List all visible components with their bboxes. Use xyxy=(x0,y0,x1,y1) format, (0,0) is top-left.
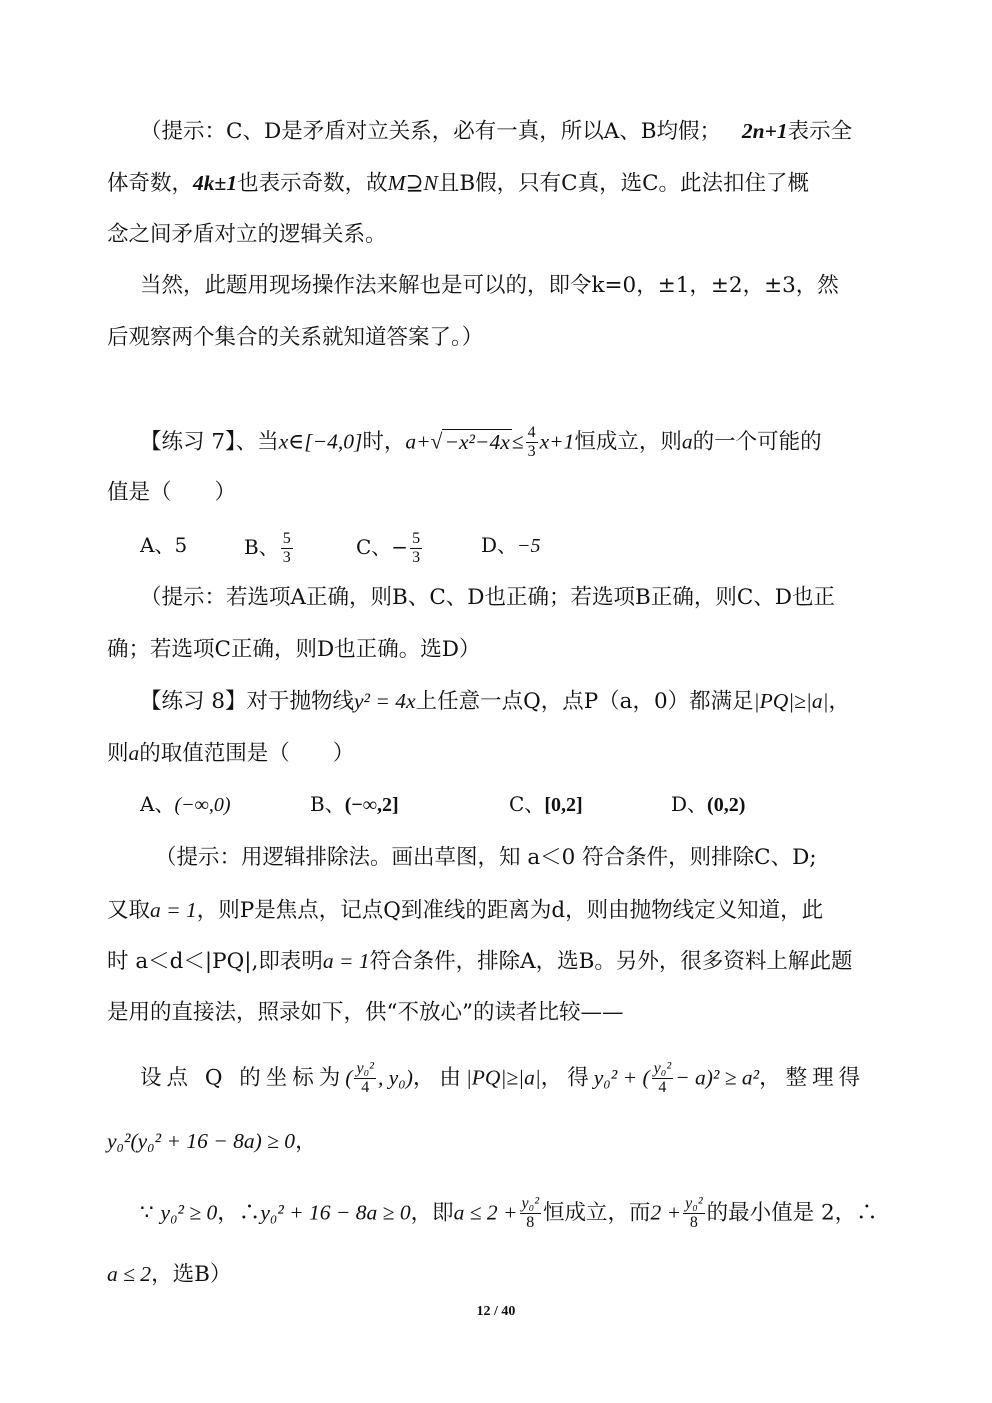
math-expression: a+ xyxy=(405,429,431,454)
text: 时 a＜d＜|PQ|,即表明 xyxy=(107,949,323,974)
direct-method-line xyxy=(107,1126,317,1157)
math-expression: 2 + xyxy=(650,1200,682,1225)
direct-method-line xyxy=(140,1195,878,1232)
text: 是用的直接法，照录如下，供“不放心”的读者比较—— xyxy=(107,1000,624,1025)
text: 恒成立，则 xyxy=(574,429,682,455)
text: 后观察两个集合的关系就知道答案了。） xyxy=(107,325,484,350)
text: ∵ xyxy=(140,1200,154,1226)
sqrt-expression: −x²−4x xyxy=(444,429,510,454)
math-expression: M⊇N xyxy=(387,171,438,195)
text: （提示：若选项A正确，则B、C、D也正确；若选项B正确，则C、D也正 xyxy=(140,585,836,610)
option-label: B、 xyxy=(244,535,279,559)
math-expression: a ≤ 2 xyxy=(107,1262,152,1286)
math-expression: |PQ|≥|a| xyxy=(753,689,829,713)
text: 确；若选项C正确，则D也正确。选D） xyxy=(107,637,481,662)
math-expression: a = 1 xyxy=(150,898,197,922)
exercise-7-question: 【练习 7】、当x∈[−4,0]时，a+√−x²−4x≤ $\frac{4}{3}$ x+1恒成立，则a的一个可能的 xyxy=(140,424,822,460)
text: 念之间矛盾对立的逻辑关系。 xyxy=(107,222,387,247)
option-label: B、 xyxy=(310,792,345,816)
option-value: (0,2) xyxy=(707,794,746,816)
hint-paragraph-line xyxy=(107,220,387,250)
hint-paragraph-line xyxy=(107,168,809,199)
exercise-label: 【练习 7】、当 xyxy=(140,429,279,455)
math-expression: |PQ|≥|a| xyxy=(465,1065,541,1090)
math-expression: 2n+1 xyxy=(741,119,788,143)
text: ， xyxy=(828,689,851,714)
denominator: 3 xyxy=(527,443,536,460)
text: 恒成立，而 xyxy=(543,1200,651,1226)
option-value: −5 xyxy=(517,535,541,557)
text: 符合条件，排除A，选B。另外，很多资料上解此题 xyxy=(369,949,853,974)
math-expression: a xyxy=(681,429,693,454)
option-label: D、 xyxy=(671,792,708,816)
option-c xyxy=(509,789,583,820)
text: ，得 xyxy=(540,1065,594,1091)
math-expression: ≤ xyxy=(511,429,524,454)
option-a xyxy=(140,530,187,560)
text: 的最小值是 2，∴ xyxy=(706,1200,878,1226)
math-expression: ( xyxy=(345,1065,353,1090)
fraction xyxy=(652,1060,673,1097)
text: ， xyxy=(295,1129,317,1154)
denominator: 8 xyxy=(526,1214,535,1231)
option-label: C、− xyxy=(356,535,409,559)
text: 又取 xyxy=(107,898,151,923)
math-expression: 4k±1 xyxy=(193,171,238,195)
numerator: y₀² xyxy=(356,1060,374,1077)
text: 的一个可能的 xyxy=(692,429,822,455)
denominator: 4 xyxy=(658,1079,667,1096)
text: （提示：C、D是矛盾对立关系，必有一真，所以A、B均假； xyxy=(140,119,722,144)
page-number: 12 / 40 xyxy=(476,1304,516,1319)
numerator: y₀² xyxy=(653,1060,672,1077)
option-label: D、 xyxy=(481,533,518,557)
option-d xyxy=(671,789,745,820)
option-b xyxy=(244,530,295,567)
text: 上任意一点Q，点P（a，0）都满足 xyxy=(415,689,754,714)
math-expression: a = 1 xyxy=(322,949,370,973)
fraction xyxy=(354,1060,375,1097)
text: 设点 Q 的坐标为 xyxy=(140,1065,346,1091)
exercise-8-question-cont xyxy=(107,738,354,769)
option-label: C、 xyxy=(509,792,545,816)
text: 值是（ ） xyxy=(107,480,237,505)
exercise-8-hint xyxy=(107,998,624,1028)
numerator: 5 xyxy=(412,530,421,547)
option-b xyxy=(310,789,399,820)
paragraph-line xyxy=(140,271,839,301)
fraction xyxy=(410,530,422,567)
text: ，即 xyxy=(410,1200,454,1226)
numerator: y₀² xyxy=(685,1195,703,1212)
direct-method-line xyxy=(107,1259,231,1290)
exercise-8-hint xyxy=(107,946,852,977)
exercise-7-question-cont xyxy=(107,478,236,508)
text: ，整理得 xyxy=(759,1065,866,1091)
exercise-label: 【练习 8】对于抛物线 xyxy=(140,689,355,714)
denominator: 8 xyxy=(689,1214,698,1231)
fraction xyxy=(520,1195,541,1232)
math-expression: y₀² + 16 − 8a ≥ 0 xyxy=(260,1200,411,1225)
option-text: A、5 xyxy=(140,533,188,557)
denominator: 3 xyxy=(412,549,421,566)
text: 当然，此题用现场操作法来解也是可以的，即令k=0，±1，±2，±3，然 xyxy=(140,273,839,298)
option-label: A、 xyxy=(140,792,175,816)
text: 体奇数， xyxy=(107,171,194,196)
text: 且B假，只有C真，选C。此法扣住了概 xyxy=(437,171,810,196)
option-value: (−∞,2] xyxy=(344,794,399,816)
text: 表示全 xyxy=(787,119,853,144)
exercise-8-question xyxy=(140,686,850,717)
math-expression: a ≤ 2 + xyxy=(453,1200,518,1225)
numerator: 5 xyxy=(282,530,291,547)
math-expression: − a)² ≥ a² xyxy=(675,1065,760,1090)
text: ，由 xyxy=(412,1065,466,1091)
math-expression: a xyxy=(128,741,140,765)
option-d xyxy=(481,530,541,561)
exercise-7-hint xyxy=(140,583,835,613)
exercise-7-hint xyxy=(107,635,480,665)
option-value: (−∞,0) xyxy=(174,794,231,816)
text: ，∴ xyxy=(217,1200,261,1226)
numerator: 4 xyxy=(527,424,536,441)
direct-method-line xyxy=(140,1060,865,1097)
option-c xyxy=(356,530,424,567)
text: 时， xyxy=(362,429,406,455)
fraction xyxy=(281,530,293,567)
exercise-8-hint xyxy=(155,843,817,873)
text: ，则P是焦点，记点Q到准线的距离为d，则由抛物线定义知道，此 xyxy=(196,898,824,923)
text: ，选B） xyxy=(151,1262,232,1287)
math-expression: x∈[−4,0] xyxy=(278,429,363,454)
denominator: 3 xyxy=(282,549,291,566)
fraction xyxy=(526,424,538,461)
text: 也表示奇数，故 xyxy=(237,171,388,196)
fraction xyxy=(683,1195,704,1232)
math-expression: y₀²(y₀² + 16 − 8a) ≥ 0 xyxy=(107,1129,296,1153)
exercise-8-hint xyxy=(107,895,823,926)
text: （提示：用逻辑排除法。画出草图，知 a＜0 符合条件，则排除C、D; xyxy=(155,845,817,870)
text: 的取值范围是（ ） xyxy=(139,741,355,766)
hint-paragraph-line xyxy=(140,116,852,147)
numerator: y₀² xyxy=(521,1195,540,1212)
math-expression: y₀² + ( xyxy=(593,1065,650,1090)
math-expression: y₀² ≥ 0 xyxy=(160,1200,218,1225)
math-expression: x+1 xyxy=(539,429,575,454)
math-expression: , y₀) xyxy=(377,1065,413,1090)
denominator: 4 xyxy=(361,1079,370,1096)
math-expression: y² = 4x xyxy=(354,689,416,713)
option-value: [0,2] xyxy=(544,794,583,816)
text: 则 xyxy=(107,741,129,766)
option-a xyxy=(140,789,231,820)
paragraph-line xyxy=(107,323,483,353)
